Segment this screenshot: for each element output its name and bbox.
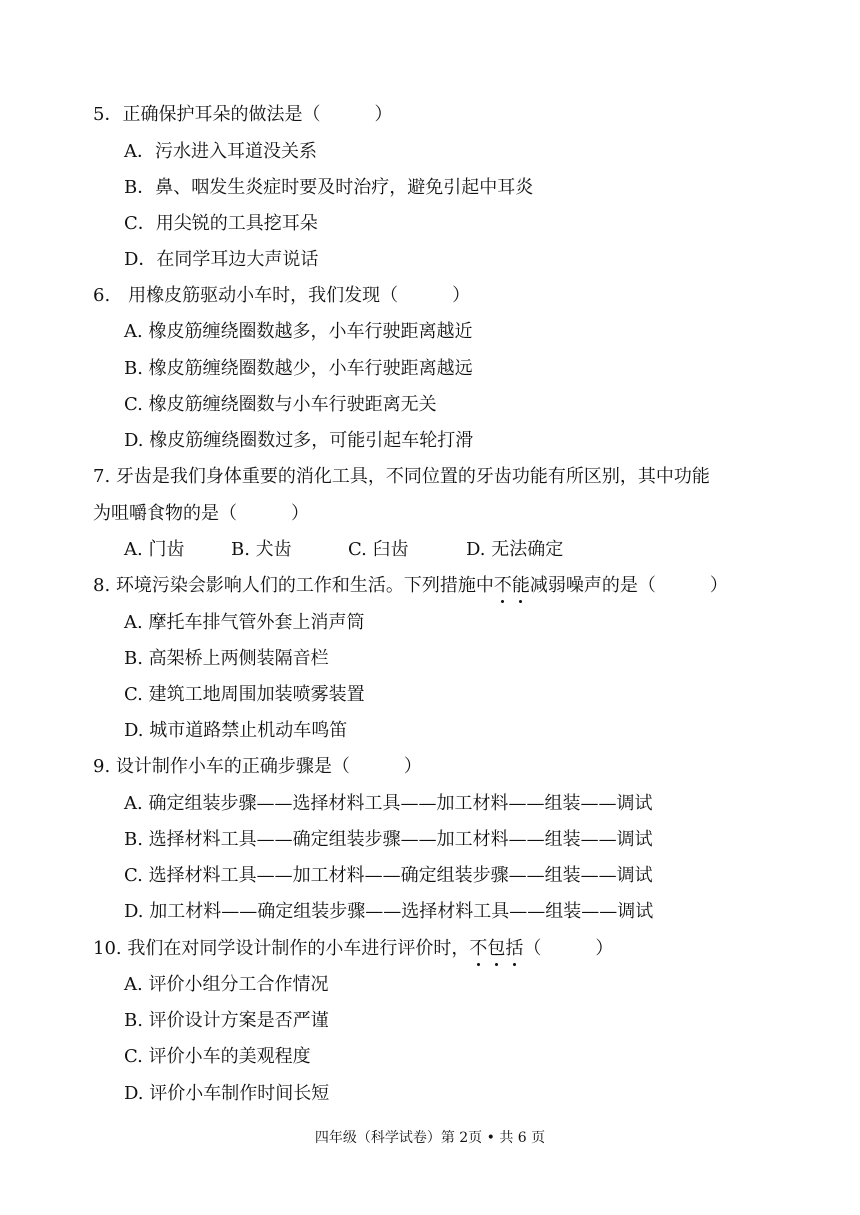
question-5-option-b: B．鼻、咽发生炎症时要及时治疗，避免引起中耳炎 <box>124 177 534 198</box>
emphasis-character: 不 <box>493 575 512 596</box>
question-5-stem: 5．正确保护耳朵的做法是（ ） <box>93 104 393 125</box>
question-9-option-b: B. 选择材料工具——确定组装步骤——加工材料——组装——调试 <box>124 829 653 850</box>
question-8-stem <box>93 574 728 598</box>
question-5-option-d: D．在同学耳边大声说话 <box>124 249 319 270</box>
question-10-option-a: A. 评价小组分工合作情况 <box>124 974 329 995</box>
question-10-option-b: B. 评价设计方案是否严谨 <box>124 1010 329 1031</box>
question-7-option-b: B. 犬齿 <box>231 539 292 560</box>
question-8-option-b: B. 高架桥上两侧装隔音栏 <box>124 648 329 669</box>
question-8-stem-text: 8. 环境污染会影响人们的工作和生活。下列措施中 <box>93 575 494 596</box>
question-9-option-a: A. 确定组装步骤——选择材料工具——加工材料——组装——调试 <box>124 793 653 814</box>
emphasis-character: 包 <box>487 938 506 959</box>
question-6-option-a: A. 橡皮筋缠绕圈数越多，小车行驶距离越近 <box>124 321 473 342</box>
question-7-options <box>124 538 563 562</box>
page-footer: 四年级（科学试卷）第 2页 • 共 6 页 <box>314 1130 546 1146</box>
question-10-stem-text: 10. 我们在对同学设计制作的小车进行评价时， <box>93 938 470 959</box>
question-7-stem-line-2: 为咀嚼食物的是（ ） <box>93 503 309 524</box>
question-10-option-d: D. 评价小车制作时间长短 <box>124 1083 330 1104</box>
question-6-option-d: D. 橡皮筋缠绕圈数过多，可能引起车轮打滑 <box>124 430 474 451</box>
question-6-option-c: C. 橡皮筋缠绕圈数与小车行驶距离无关 <box>124 394 437 415</box>
question-5-option-c: C．用尖锐的工具挖耳朵 <box>124 213 318 234</box>
question-6-stem: 6. 用橡皮筋驱动小车时，我们发现（ ） <box>93 285 471 306</box>
question-10-stem-text-end: （ ） <box>523 938 614 959</box>
emphasis-character: 能 <box>511 575 530 596</box>
question-8-option-c: C. 建筑工地周围加装喷雾装置 <box>124 684 365 705</box>
question-7-option-c: C. 臼齿 <box>348 539 409 560</box>
question-5-option-a: A．污水进入耳道没关系 <box>124 141 317 162</box>
question-9-stem: 9. 设计制作小车的正确步骤是（ ） <box>93 756 422 777</box>
question-6-option-b: B. 橡皮筋缠绕圈数越少，小车行驶距离越远 <box>124 358 473 379</box>
emphasis-character: 不 <box>469 938 488 959</box>
question-7-stem-line-1: 7. 牙齿是我们身体重要的消化工具，不同位置的牙齿功能有所区别，其中功能 <box>93 466 710 487</box>
question-9-option-c: C. 选择材料工具——加工材料——确定组装步骤——组装——调试 <box>124 865 653 886</box>
question-7-option-d: D. 无法确定 <box>466 539 564 560</box>
question-10-stem <box>93 937 613 961</box>
question-8-stem-text-end: 减弱噪声的是（ ） <box>529 575 728 596</box>
emphasis-character: 括 <box>505 938 524 959</box>
question-8-option-a: A. 摩托车排气管外套上消声筒 <box>124 612 365 633</box>
question-9-option-d: D. 加工材料——确定组装步骤——选择材料工具——组装——调试 <box>124 901 654 922</box>
question-10-option-c: C. 评价小车的美观程度 <box>124 1046 311 1067</box>
question-7-option-a: A. 门齿 <box>124 539 185 560</box>
question-8-option-d: D. 城市道路禁止机动车鸣笛 <box>124 720 348 741</box>
